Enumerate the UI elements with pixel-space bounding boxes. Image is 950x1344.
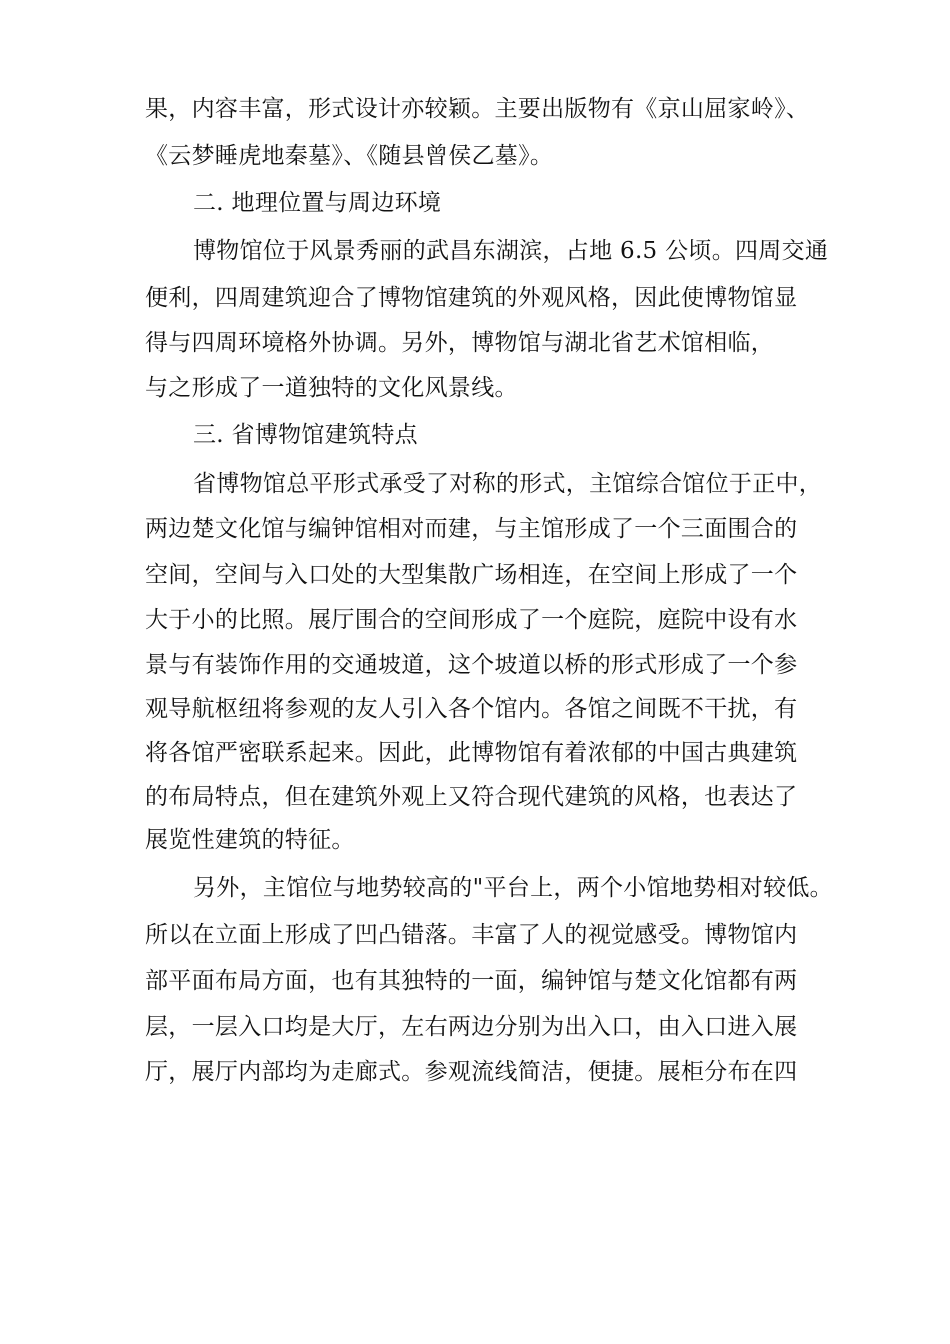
text-line: 观导航枢纽将参观的友人引入各个馆内。各馆之间既不干扰，有 xyxy=(145,696,798,722)
section-heading: 二. 地理位置与周边环境 xyxy=(193,190,442,216)
text-line: 的布局特点，但在建筑外观上又符合现代建筑的风格，也表达了 xyxy=(145,784,798,810)
text-line: 便利，四周建筑迎合了博物馆建筑的外观风格，因此使博物馆显 xyxy=(145,285,798,311)
text-line: 空间，空间与入口处的大型集散广场相连，在空间上形成了一个 xyxy=(145,562,798,588)
text-line: 博物馆位于风景秀丽的武昌东湖滨，占地 6.5 公顷。四周交通 xyxy=(193,238,829,264)
text-line: 将各馆严密联系起来。因此，此博物馆有着浓郁的中国古典建筑 xyxy=(145,740,798,766)
text-line: 厅，展厅内部均为走廊式。参观流线简洁，便捷。展柜分布在四 xyxy=(145,1059,798,1085)
text-line: 得与四周环境格外协调。另外，博物馆与湖北省艺术馆相临， xyxy=(145,330,775,356)
text-line: 两边楚文化馆与编钟馆相对而建，与主馆形成了一个三面围合的 xyxy=(145,516,798,542)
section-heading: 三. 省博物馆建筑特点 xyxy=(193,422,418,448)
text-line: 展览性建筑的特征。 xyxy=(145,827,355,853)
text-line: 果，内容丰富，形式设计亦较颖。主要出版物有《京山屈家岭》、 xyxy=(145,96,810,122)
text-line: 所以在立面上形成了凹凸错落。丰富了人的视觉感受。博物馆内 xyxy=(145,922,798,948)
text-line: 景与有装饰作用的交通坡道，这个坡道以桥的形式形成了一个参 xyxy=(145,652,798,678)
text-line: 与之形成了一道独特的文化风景线。 xyxy=(145,375,518,401)
text-line: 大于小的比照。展厅围合的空间形成了一个庭院，庭院中设有水 xyxy=(145,607,798,633)
text-line: 层，一层入口均是大厅，左右两边分别为出入口，由入口进入展 xyxy=(145,1014,798,1040)
text-line: 《云梦睡虎地秦墓》、《随县曾侯乙墓》。 xyxy=(145,143,554,169)
text-line: 另外，主馆位与地势较高的"平台上，两个小馆地势相对较低。 xyxy=(193,875,833,901)
text-line: 省博物馆总平形式承受了对称的形式，主馆综合馆位于正中， xyxy=(193,471,823,497)
text-line: 部平面布局方面，也有其独特的一面，编钟馆与楚文化馆都有两 xyxy=(145,968,798,994)
